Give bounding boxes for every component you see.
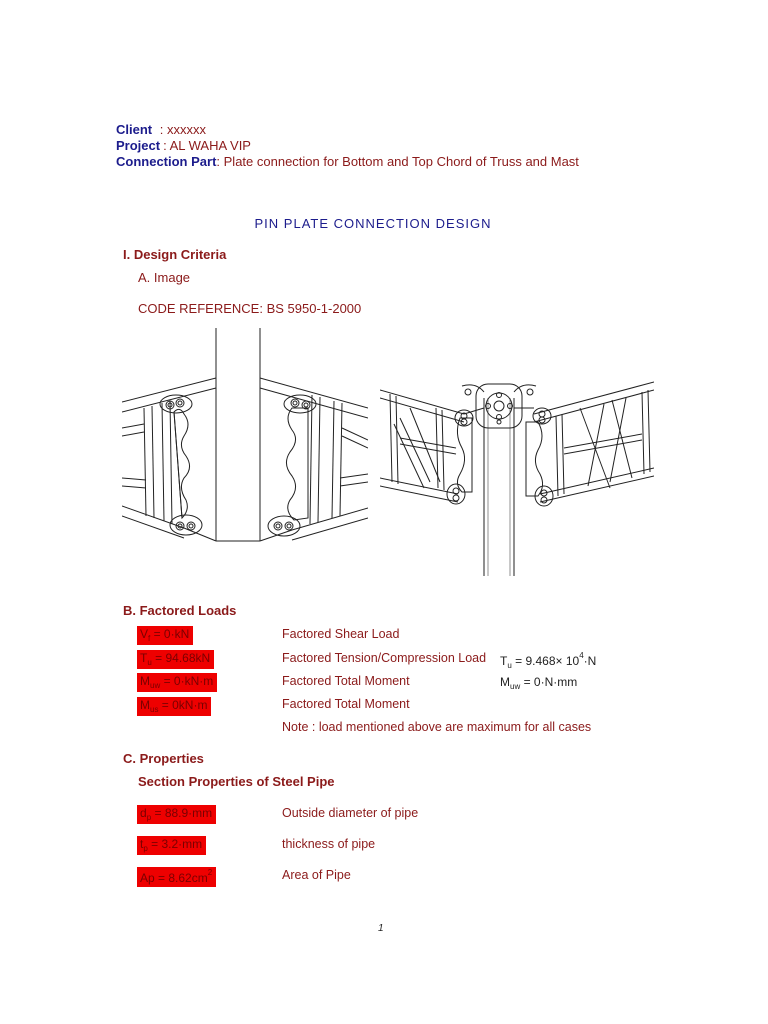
dp-sub: p — [146, 813, 152, 822]
muw-var: M — [140, 674, 150, 688]
ap-value: = 8.62cm — [154, 871, 208, 885]
ap-exponent: 2 — [207, 868, 213, 877]
tu-result-value: = 9.468× 10 — [511, 654, 580, 668]
muw-result-sub: uw — [510, 682, 521, 691]
tu-result-exponent: 4 — [579, 651, 584, 660]
client-line — [116, 122, 206, 137]
project-line — [116, 138, 251, 153]
dp-expression[interactable] — [137, 805, 216, 824]
code-reference: CODE REFERENCE: BS 5950-1-2000 — [138, 301, 362, 316]
mus-description: Factored Total Moment — [282, 697, 410, 711]
tp-value: = 3.2·mm — [147, 837, 203, 851]
tu-value: = 94.68kN — [151, 651, 211, 665]
vf-description: Factored Shear Load — [282, 627, 400, 641]
mus-sub: us — [150, 705, 159, 714]
client-value: : xxxxxx — [159, 122, 206, 137]
properties-heading: C. Properties — [123, 751, 204, 766]
vf-expression[interactable] — [137, 626, 193, 645]
project-value: : AL WAHA VIP — [163, 138, 251, 153]
mus-expression[interactable] — [137, 697, 211, 716]
mus-value: = 0kN·m — [158, 698, 208, 712]
pipe-properties-subheading: Section Properties of Steel Pipe — [138, 774, 335, 789]
tu-result-unit: ·N — [583, 654, 597, 668]
truss-mast-drawing-right — [380, 378, 654, 576]
tp-var: t — [140, 837, 144, 851]
muw-description: Factored Total Moment — [282, 674, 410, 688]
page-number: 1 — [378, 923, 384, 934]
muw-result-value: = 0·N·mm — [520, 675, 578, 689]
vf-sub: f — [148, 634, 151, 643]
muw-expression[interactable] — [137, 673, 217, 692]
ap-expression[interactable] — [137, 867, 216, 887]
vf-value: = 0·kN — [150, 627, 190, 641]
dp-var: d — [140, 806, 147, 820]
client-label: Client — [116, 122, 153, 137]
tu-sub: u — [147, 658, 152, 667]
ap-description: Area of Pipe — [282, 868, 351, 882]
image-subheading: A. Image — [138, 270, 191, 285]
tu-description: Factored Tension/Compression Load — [282, 651, 487, 665]
mus-var: M — [140, 698, 150, 712]
document-title: PIN PLATE CONNECTION DESIGN — [254, 216, 492, 231]
dp-value: = 88.9·mm — [151, 806, 213, 820]
tu-result-sub: u — [507, 661, 512, 670]
dp-description: Outside diameter of pipe — [282, 806, 419, 820]
design-criteria-heading: I. Design Criteria — [123, 247, 227, 262]
truss-mast-drawing-left — [122, 328, 368, 576]
connection-value: : Plate connection for Bottom and Top Chord of Truss and Mast — [216, 154, 579, 169]
tu-var: T — [140, 651, 148, 665]
vf-var: V — [140, 627, 149, 641]
muw-result — [500, 675, 577, 691]
tp-expression[interactable] — [137, 836, 206, 855]
tu-expression[interactable] — [137, 650, 214, 669]
muw-sub: uw — [150, 681, 161, 690]
tu-result-var: T — [500, 654, 508, 668]
connection-line — [116, 154, 579, 169]
muw-value: = 0·kN·m — [160, 674, 214, 688]
ap-var: Ap — [140, 871, 155, 885]
factored-loads-heading: B. Factored Loads — [123, 603, 237, 618]
muw-result-var: M — [500, 675, 510, 689]
connection-label: Connection Part — [116, 154, 217, 169]
tu-result — [500, 651, 596, 670]
tp-sub: p — [143, 844, 148, 853]
tp-description: thickness of pipe — [282, 837, 376, 851]
loads-note: Note : load mentioned above are maximum for all cases — [282, 720, 592, 734]
project-label: Project — [116, 138, 161, 153]
